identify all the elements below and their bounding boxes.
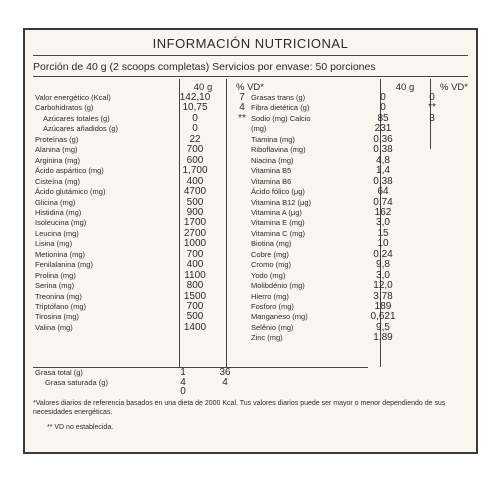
header-grams-right: 40 g xyxy=(395,82,415,93)
right-row-label: Cobre (mg) xyxy=(251,249,289,259)
left-row-value: 4700 xyxy=(183,186,207,198)
left-row-value: 22 xyxy=(189,133,201,145)
fat-row-value: 1 xyxy=(180,367,186,378)
right-row-label: Vitamina A (μg) xyxy=(251,207,302,217)
right-row-value: 3,78 xyxy=(373,290,393,302)
left-row-value: 1500 xyxy=(183,290,207,302)
right-row-value: 0,74 xyxy=(373,196,393,208)
header-vd-right: % VD* xyxy=(440,82,468,93)
portion-info: Porción de 40 g (2 scoops completas) Servicios por envase: 50 porciones xyxy=(33,61,376,73)
right-row-value: 12,0 xyxy=(373,280,393,292)
left-row-label: Azúcares totales (g) xyxy=(43,113,110,123)
left-row-value: 2700 xyxy=(183,227,207,239)
right-row-label: Fosforo (mg) xyxy=(251,302,294,311)
left-row-value: 700 xyxy=(186,144,204,156)
right-row-label: Niacina (mg) xyxy=(251,155,294,165)
right-row-label: Hierro (mg) xyxy=(251,291,289,301)
left-row-label: Azúcares añadidos (g) xyxy=(43,124,119,134)
right-row-value: 0,621 xyxy=(370,311,396,323)
right-row-label: (mg) xyxy=(251,124,267,134)
left-row-value: 600 xyxy=(186,154,204,166)
left-row-value: 500 xyxy=(186,311,204,323)
label-title: INFORMACIÓN NUTRICIONAL xyxy=(152,36,349,51)
fat-row-value: 0 xyxy=(180,386,186,397)
right-row-label: Biotina (mg) xyxy=(251,239,292,249)
right-row-label: Fibra dietética (g) xyxy=(251,103,310,113)
fat-row-value: 4 xyxy=(180,377,186,388)
left-row-label: Metionina (mg) xyxy=(35,249,86,259)
left-row-vd: 7 xyxy=(239,92,245,103)
portion-rule xyxy=(33,76,468,77)
left-row-value: 1400 xyxy=(183,321,207,333)
right-row-label: Riboflavina (mg) xyxy=(251,145,306,155)
left-row-label: Leucina (mg) xyxy=(35,228,79,238)
left-row-value: 700 xyxy=(186,248,204,260)
left-row-value: 900 xyxy=(186,206,204,218)
right-row-value: 9,5 xyxy=(376,321,390,333)
fat-row-label: Grasa saturada (g) xyxy=(45,378,108,387)
left-row-value: 1100 xyxy=(184,269,206,281)
right-row-value: 189 xyxy=(374,301,392,312)
left-row-label: Triptófano (mg) xyxy=(35,302,86,311)
right-row-value: 85 xyxy=(377,112,389,124)
nutrition-facts-panel xyxy=(23,28,478,454)
right-row-label: Vitamina B6 xyxy=(251,176,292,186)
right-row-value: 1,4 xyxy=(376,165,390,177)
right-row-label: Vitamina B5 xyxy=(251,166,292,176)
left-row-label: Fenilalanina (mg) xyxy=(35,260,93,270)
left-row-value: 1,700 xyxy=(182,165,208,177)
right-row-value: 3,0 xyxy=(376,269,390,281)
right-row-label: Yodo (mg) xyxy=(251,270,286,280)
fat-row-label: Grasa total (g) xyxy=(35,368,83,377)
left-row-label: Glicina (mg) xyxy=(35,197,76,207)
right-row-label: Tiamina (mg) xyxy=(251,134,295,144)
left-row-value: 0 xyxy=(192,123,198,135)
right-row-label: Selênio (mg) xyxy=(251,322,294,332)
right-row-value: 0,36 xyxy=(373,133,393,145)
right-row-label: Manganeso (mg) xyxy=(251,312,308,322)
right-row-label: Cromo (mg) xyxy=(251,260,292,270)
left-row-value: 142,10 xyxy=(179,92,211,103)
left-row-vd: 4 xyxy=(239,102,245,114)
right-row-label: Sodio (mg) Calcio xyxy=(251,113,311,123)
right-row-value: 9,8 xyxy=(376,259,390,271)
right-row-value: 10 xyxy=(377,238,389,250)
footnote-vd-not-established: ** VD no establecida. xyxy=(47,424,114,431)
left-row-label: Cisteína (mg) xyxy=(35,176,81,186)
right-row-label: Molibdénio (mg) xyxy=(251,281,305,291)
left-row-label: Isoleucina (mg) xyxy=(35,218,87,228)
left-row-value: 1000 xyxy=(183,238,207,250)
left-row-value: 700 xyxy=(186,301,204,312)
left-row-label: Lisina (mg) xyxy=(35,239,73,249)
left-row-label: Ácido aspártico (mg) xyxy=(35,166,104,176)
left-row-value: 800 xyxy=(186,280,204,292)
right-row-label: Vitamina C (mg) xyxy=(251,228,306,238)
right-row-vd: 3 xyxy=(429,112,435,124)
left-row-label: Prolina (mg) xyxy=(35,270,76,280)
fat-row-vd: 4 xyxy=(222,377,228,388)
right-row-label: Grasas trans (g) xyxy=(251,93,306,102)
right-row-vd: 0 xyxy=(429,92,435,103)
left-row-value: 10,75 xyxy=(182,102,208,114)
right-row-value: 4,8 xyxy=(376,154,390,166)
right-row-label: Ácido fólico (μg) xyxy=(251,187,305,197)
left-row-label: Proteínas (g) xyxy=(35,134,79,144)
fat-row-vd: 36 xyxy=(219,367,231,378)
left-row-label: Histidina (mg) xyxy=(35,207,82,217)
right-row-value: 0 xyxy=(380,92,386,103)
left-row-label: Treonina (mg) xyxy=(35,291,82,301)
right-row-vd: ** xyxy=(428,102,436,114)
right-row-value: 15 xyxy=(377,227,389,239)
right-row-value: 0,24 xyxy=(373,248,393,260)
left-row-value: 500 xyxy=(186,196,204,208)
right-row-label: Vitamina E (mg) xyxy=(251,218,305,228)
left-row-label: Valina (mg) xyxy=(35,322,73,332)
left-row-label: Serina (mg) xyxy=(35,281,75,291)
header-grams-left: 40 g xyxy=(193,82,213,93)
right-row-label: Vitamina B12 (μg) xyxy=(251,197,312,207)
right-row-value: 0 xyxy=(380,102,386,114)
left-row-value: 400 xyxy=(186,259,204,271)
title-rule xyxy=(33,55,468,56)
left-row-label: Alanina (mg) xyxy=(35,145,78,155)
right-row-value: 0,38 xyxy=(373,175,393,187)
right-row-value: 162 xyxy=(374,206,392,218)
left-row-label: Valor energético (Kcal) xyxy=(35,93,111,102)
left-row-label: Tirosina (mg) xyxy=(35,312,79,322)
footnote-daily-values: *Valores diarios de referencia basados en una dieta de 2000 Kcal. Tus valores diarios puede ser mayor o menor dependiendo de sus necesidades energéticas. xyxy=(33,400,446,416)
right-row-value: 0,38 xyxy=(373,144,393,156)
right-row-value: 231 xyxy=(374,123,392,135)
left-row-value: 0 xyxy=(192,112,198,124)
left-row-label: Ácido glutámico (mg) xyxy=(35,187,106,197)
right-row-label: Zinc (mg) xyxy=(251,333,283,343)
left-row-vd: ** xyxy=(238,112,246,124)
right-row-value: 3,0 xyxy=(376,217,390,229)
right-row-value: 1,89 xyxy=(373,332,393,344)
left-row-label: Arginina (mg) xyxy=(35,155,81,165)
right-row-value: 64 xyxy=(377,186,389,198)
header-vd-left: % VD* xyxy=(236,82,264,93)
left-row-value: 400 xyxy=(186,175,204,187)
left-row-value: 1700 xyxy=(183,217,207,229)
left-row-label: Carbohidratos (g) xyxy=(35,103,94,113)
